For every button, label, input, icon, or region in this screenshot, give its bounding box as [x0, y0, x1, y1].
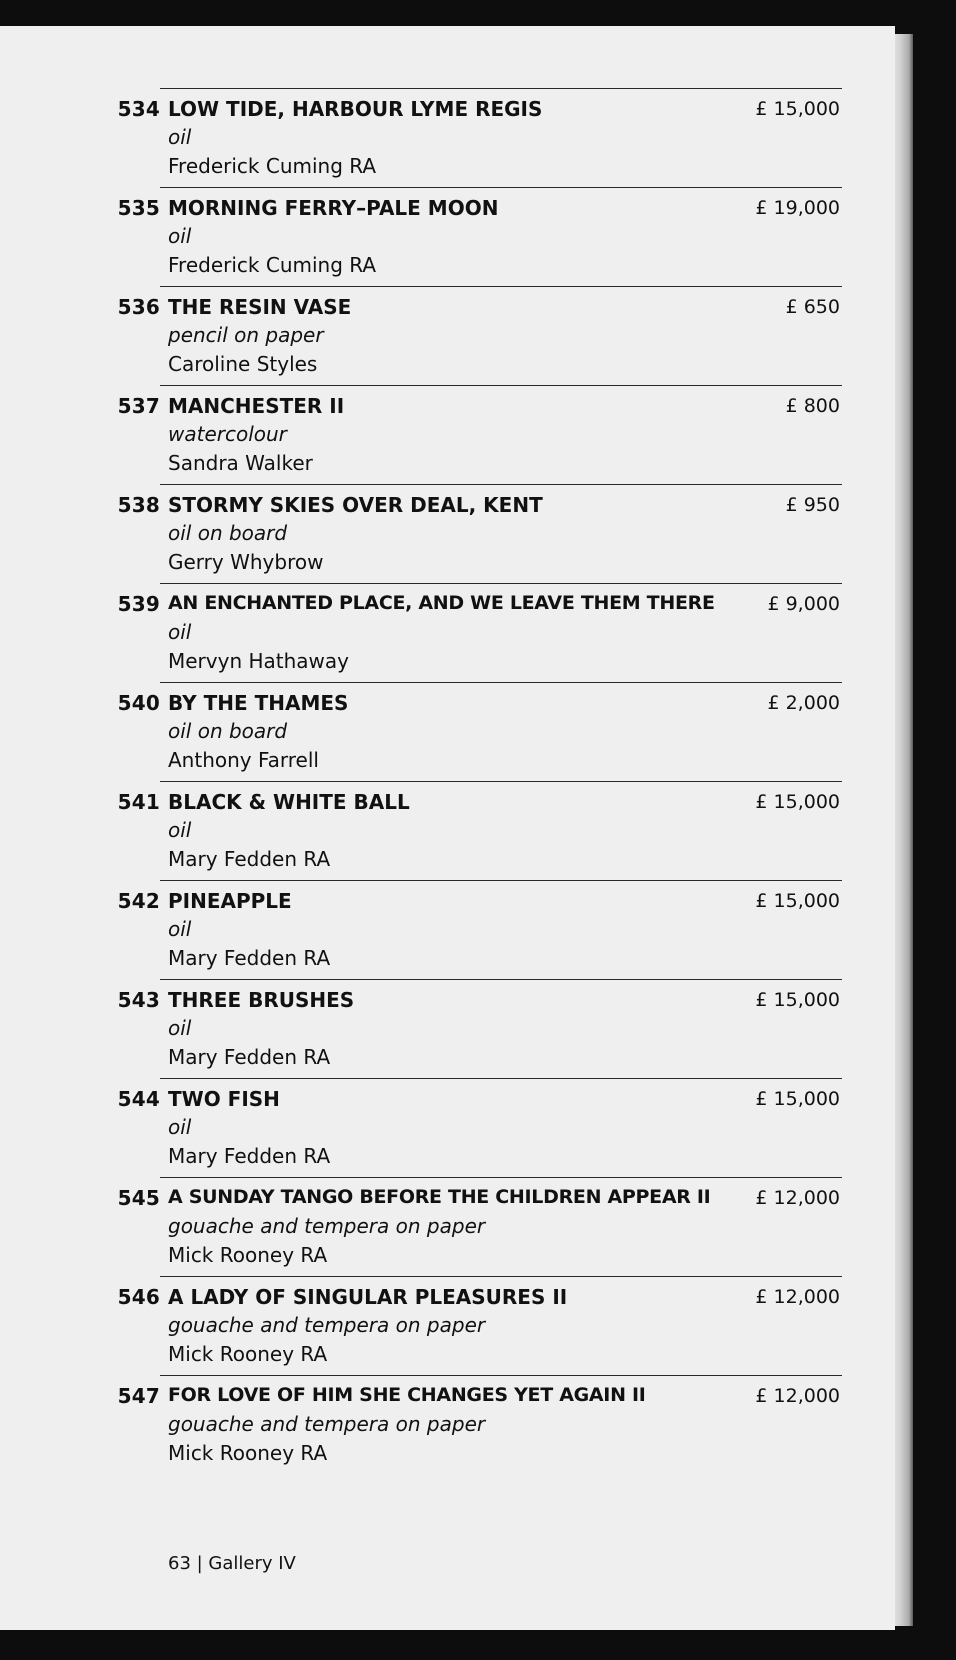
- entry-medium: oil: [168, 818, 192, 842]
- entry-price: £ 15,000: [755, 890, 840, 912]
- catalogue-entry-544: [0, 1078, 895, 1177]
- entry-price: £ 12,000: [755, 1286, 840, 1308]
- entry-artist: Mary Fedden RA: [168, 1144, 331, 1168]
- entry-medium: oil on board: [168, 521, 288, 545]
- entry-number: 540: [117, 691, 160, 715]
- entry-divider: [160, 583, 842, 584]
- entry-medium: oil: [168, 1016, 192, 1040]
- catalogue-entry-534: [0, 88, 895, 187]
- entry-number: 537: [117, 394, 160, 418]
- entry-price: £ 15,000: [755, 1088, 840, 1110]
- entry-number: 542: [117, 889, 160, 913]
- catalogue-entry-540: [0, 682, 895, 781]
- entry-price: £ 15,000: [755, 791, 840, 813]
- entry-title: A LADY OF SINGULAR PLEASURES II: [168, 1285, 568, 1309]
- entry-title: MORNING FERRY–PALE MOON: [168, 196, 499, 220]
- entry-title: MANCHESTER II: [168, 394, 345, 418]
- entry-artist: Anthony Farrell: [168, 748, 319, 772]
- entry-artist: Caroline Styles: [168, 352, 318, 376]
- entry-number: 541: [117, 790, 160, 814]
- catalogue-entry-535: [0, 187, 895, 286]
- entry-artist: Mick Rooney RA: [168, 1243, 328, 1267]
- entry-divider: [160, 187, 842, 188]
- page-edge: [893, 34, 913, 1626]
- entry-artist: Mick Rooney RA: [168, 1441, 328, 1465]
- entry-divider: [160, 979, 842, 980]
- entry-number: 536: [117, 295, 160, 319]
- entry-number: 543: [117, 988, 160, 1012]
- entry-price: £ 19,000: [755, 197, 840, 219]
- entry-number: 546: [117, 1285, 160, 1309]
- entry-medium: oil: [168, 917, 192, 941]
- entry-medium: oil: [168, 1115, 192, 1139]
- entry-price: £ 2,000: [767, 692, 840, 714]
- catalogue-entry-545: [0, 1177, 895, 1276]
- catalogue-entry-542: [0, 880, 895, 979]
- entry-divider: [160, 484, 842, 485]
- entry-artist: Mick Rooney RA: [168, 1342, 328, 1366]
- entry-price: £ 650: [785, 296, 840, 318]
- entry-title: THREE BRUSHES: [168, 988, 355, 1012]
- catalogue-entry-538: [0, 484, 895, 583]
- entry-divider: [160, 781, 842, 782]
- entry-price: £ 12,000: [755, 1385, 840, 1407]
- entry-price: £ 950: [785, 494, 840, 516]
- entry-title: STORMY SKIES OVER DEAL, KENT: [168, 493, 543, 517]
- entry-number: 538: [117, 493, 160, 517]
- entry-title: FOR LOVE OF HIM SHE CHANGES YET AGAIN II: [168, 1384, 646, 1406]
- entry-medium: gouache and tempera on paper: [168, 1214, 486, 1238]
- catalogue-entry-537: [0, 385, 895, 484]
- entry-divider: [160, 1375, 842, 1376]
- entry-artist: Frederick Cuming RA: [168, 154, 377, 178]
- entry-divider: [160, 880, 842, 881]
- entry-medium: gouache and tempera on paper: [168, 1412, 486, 1436]
- entry-number: 545: [117, 1186, 160, 1210]
- entry-number: 534: [117, 97, 160, 121]
- catalogue-entries: [0, 26, 895, 1630]
- entry-divider: [160, 385, 842, 386]
- catalogue-entry-536: [0, 286, 895, 385]
- entry-title: BLACK & WHITE BALL: [168, 790, 410, 814]
- entry-medium: oil on board: [168, 719, 288, 743]
- entry-number: 535: [117, 196, 160, 220]
- entry-divider: [160, 682, 842, 683]
- entry-divider: [160, 1078, 842, 1079]
- entry-price: £ 12,000: [755, 1187, 840, 1209]
- entry-medium: watercolour: [168, 422, 287, 446]
- entry-artist: Sandra Walker: [168, 451, 313, 475]
- entry-number: 544: [117, 1087, 160, 1111]
- entry-medium: gouache and tempera on paper: [168, 1313, 486, 1337]
- catalogue-entry-541: [0, 781, 895, 880]
- entry-divider: [160, 88, 842, 89]
- entry-medium: oil: [168, 224, 192, 248]
- entry-title: A SUNDAY TANGO BEFORE THE CHILDREN APPEAR II: [168, 1186, 711, 1208]
- entry-title: BY THE THAMES: [168, 691, 349, 715]
- catalogue-entry-546: [0, 1276, 895, 1375]
- entry-price: £ 9,000: [767, 593, 840, 615]
- entry-medium: oil: [168, 620, 192, 644]
- entry-medium: oil: [168, 125, 192, 149]
- entry-title: TWO FISH: [168, 1087, 280, 1111]
- entry-price: £ 800: [785, 395, 840, 417]
- entry-divider: [160, 1276, 842, 1277]
- entry-artist: Gerry Whybrow: [168, 550, 324, 574]
- catalogue-page: [0, 26, 895, 1630]
- entry-artist: Mary Fedden RA: [168, 847, 331, 871]
- entry-price: £ 15,000: [755, 989, 840, 1011]
- catalogue-entry-547: [0, 1375, 895, 1474]
- catalogue-entry-543: [0, 979, 895, 1078]
- catalogue-entry-539: [0, 583, 895, 682]
- entry-artist: Frederick Cuming RA: [168, 253, 377, 277]
- entry-number: 547: [117, 1384, 160, 1408]
- entry-title: THE RESIN VASE: [168, 295, 352, 319]
- entry-artist: Mary Fedden RA: [168, 946, 331, 970]
- entry-divider: [160, 1177, 842, 1178]
- entry-divider: [160, 286, 842, 287]
- entry-title: PINEAPPLE: [168, 889, 292, 913]
- entry-artist: Mary Fedden RA: [168, 1045, 331, 1069]
- entry-price: £ 15,000: [755, 98, 840, 120]
- entry-artist: Mervyn Hathaway: [168, 649, 350, 673]
- entry-title: LOW TIDE, HARBOUR LYME REGIS: [168, 97, 543, 121]
- page-footer: 63 | Gallery IV: [168, 1553, 296, 1574]
- entry-medium: pencil on paper: [168, 323, 324, 347]
- entry-number: 539: [117, 592, 160, 616]
- entry-title: AN ENCHANTED PLACE, AND WE LEAVE THEM THERE: [168, 592, 715, 614]
